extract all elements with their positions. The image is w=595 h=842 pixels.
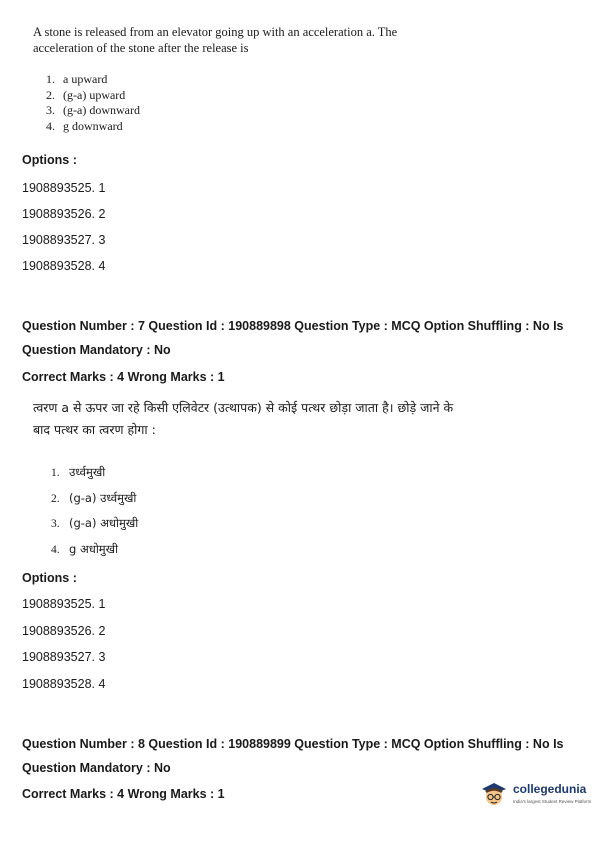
question-meta-line: Question Number : 7 Question Id : 190889898 Question Type : MCQ Option Shuffling : No Is	[22, 319, 564, 333]
question-7-meta	[22, 314, 582, 362]
student-mascot-icon	[479, 779, 509, 809]
question-meta-line: Question Mandatory : No	[22, 343, 171, 357]
choice-item: 4. g downward	[46, 118, 123, 133]
question-8-marks: Correct Marks : 4 Wrong Marks : 1	[22, 787, 225, 801]
collegedunia-logo: collegedunia	[513, 782, 587, 796]
question-7-hindi-text	[33, 397, 453, 441]
question-7-choices	[51, 460, 138, 562]
option-item: 1908893527. 3	[22, 650, 106, 664]
option-item: 1908893527. 3	[22, 233, 106, 247]
option-item: 1908893525. 1	[22, 597, 106, 611]
choice-item: 4. g अधोमुखी	[51, 541, 119, 556]
choice-item: 1. उर्ध्वमुखी	[51, 465, 106, 479]
option-item: 1908893528. 4	[22, 259, 106, 273]
option-item: 1908893525. 1	[22, 181, 106, 195]
question-7-marks: Correct Marks : 4 Wrong Marks : 1	[22, 370, 225, 384]
logo-tagline: India's largest Student Review Platform	[513, 799, 592, 804]
hindi-line: त्वरण a से ऊपर जा रहे किसी एलिवेटर (उत्थापक) से कोई पत्थर छोड़ा जाता है। छोड़े जाने के	[33, 400, 454, 415]
option-item: 1908893528. 4	[22, 677, 106, 691]
choice-item: 2. (g-a) उर्ध्वमुखी	[51, 490, 137, 505]
choice-item: 2. (g-a) upward	[46, 87, 126, 102]
choice-item: 1. a upward	[46, 72, 108, 86]
question-meta-line: Question Number : 8 Question Id : 190889899 Question Type : MCQ Option Shuffling : No Is	[22, 737, 564, 751]
question-8-meta	[22, 732, 582, 780]
options-label: Options :	[22, 571, 77, 585]
option-item: 1908893526. 2	[22, 207, 106, 221]
hindi-line: बाद पत्थर का त्वरण होगा :	[33, 422, 156, 437]
option-item: 1908893526. 2	[22, 624, 106, 638]
question-6-choices	[46, 72, 140, 134]
question-meta-line: Question Mandatory : No	[22, 761, 171, 775]
choice-item: 3. (g-a) अधोमुखी	[51, 516, 139, 530]
options-label: Options :	[22, 153, 77, 167]
question-6-text: A stone is released from an elevator going up with an acceleration a. The acceleration of the stone after the release is	[33, 25, 398, 55]
choice-item: 3. (g-a) downward	[46, 103, 140, 117]
